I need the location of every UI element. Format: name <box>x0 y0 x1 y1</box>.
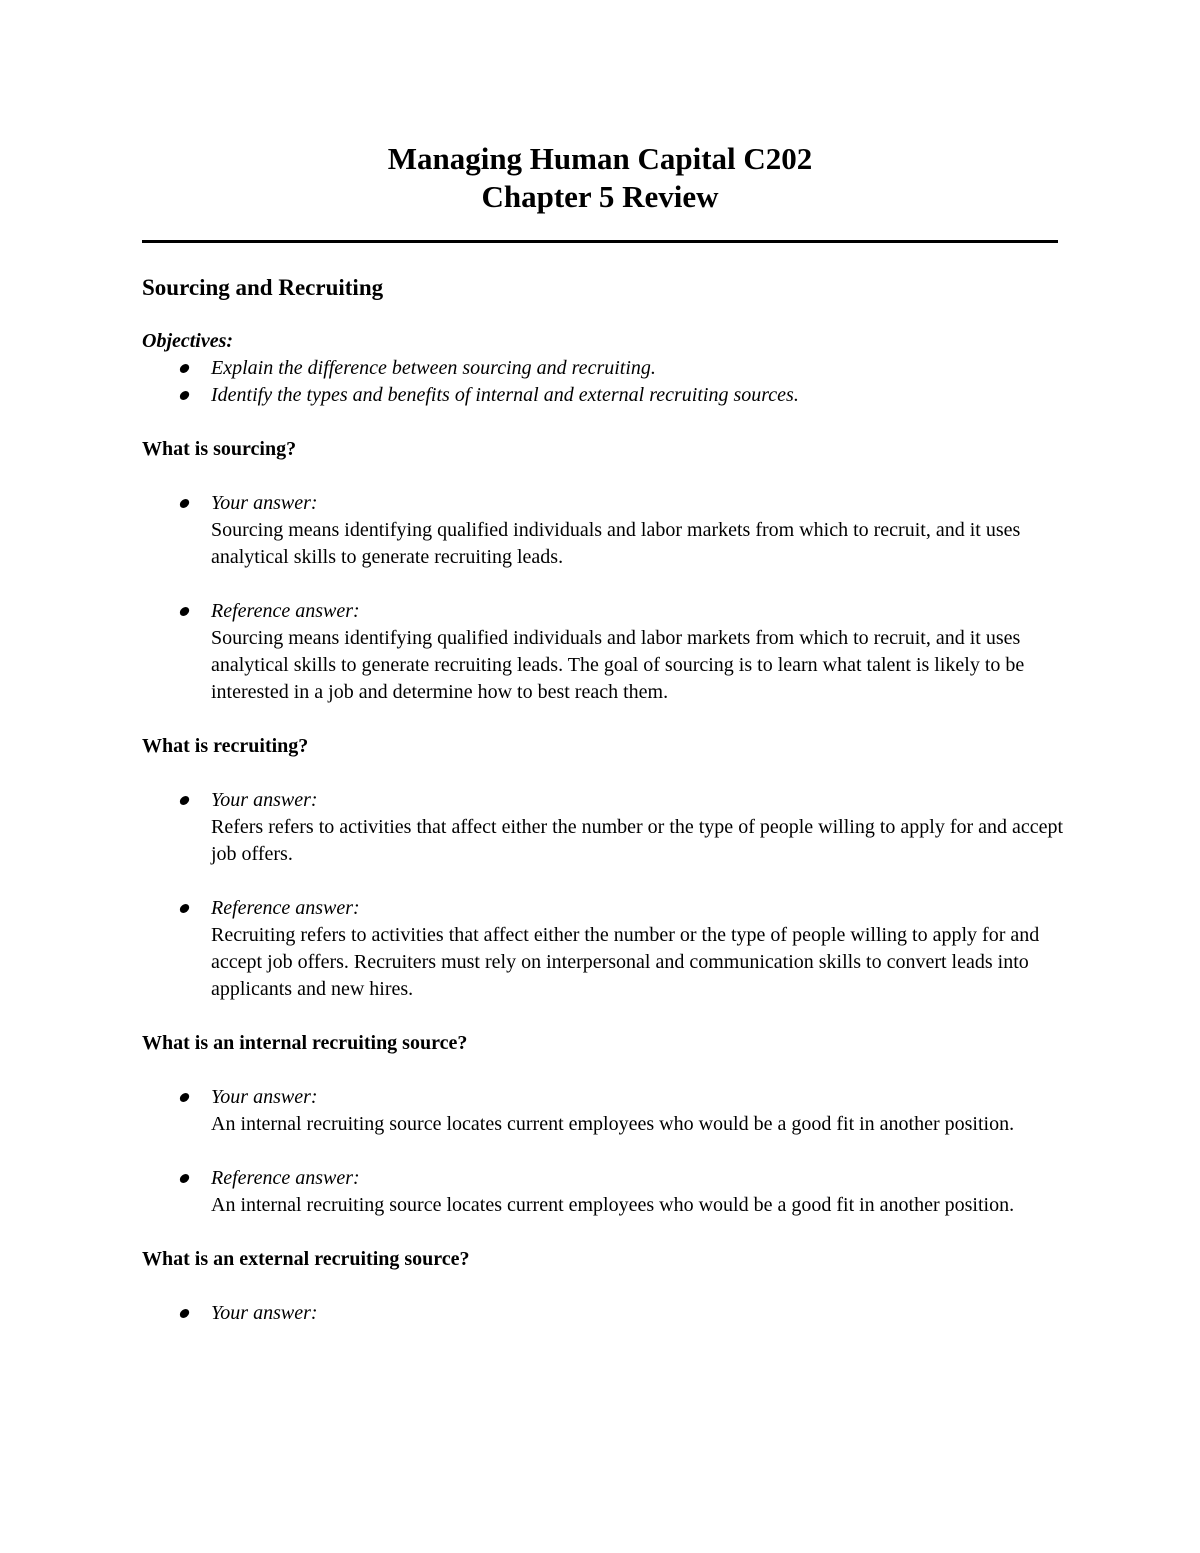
document-title <box>0 140 1200 216</box>
bullet-icon <box>179 607 190 616</box>
your-answer-label: Your answer: <box>211 492 318 514</box>
bullet-icon <box>179 499 190 508</box>
your-answer-text: Refers refers to activities that affect either the number or the type of people willing to apply for and accept job offers. <box>211 816 1064 865</box>
document-title-line-1: Managing Human Capital C202 <box>387 141 813 176</box>
reference-answer-item <box>142 895 1072 1003</box>
objectives-list <box>142 355 1072 409</box>
your-answer-item <box>142 490 1072 571</box>
question-heading: What is recruiting? <box>142 735 309 757</box>
reference-answer-label: Reference answer: <box>211 600 360 622</box>
question-heading: What is an internal recruiting source? <box>142 1032 468 1054</box>
bullet-icon <box>179 391 190 400</box>
objective-item <box>142 355 1072 382</box>
objective-text: Identify the types and benefits of internal and external recruiting sources. <box>211 384 799 406</box>
bullet-icon <box>179 1093 190 1102</box>
answer-list <box>142 787 1072 1003</box>
bullet-icon <box>179 796 190 805</box>
your-answer-text: Sourcing means identifying qualified individuals and labor markets from which to recruit, and it uses analytical skills to generate recruiting leads. <box>211 519 1021 568</box>
reference-answer-item <box>142 598 1072 706</box>
your-answer-label: Your answer: <box>211 1302 318 1324</box>
document-title-line-2: Chapter 5 Review <box>481 179 719 214</box>
your-answer-item <box>142 1084 1072 1138</box>
answer-list <box>142 1300 1072 1327</box>
your-answer-label: Your answer: <box>211 1086 318 1108</box>
question-heading: What is sourcing? <box>142 438 297 460</box>
reference-answer-label: Reference answer: <box>211 1167 360 1189</box>
reference-answer-text: An internal recruiting source locates current employees who would be a good fit in another position. <box>211 1194 1015 1216</box>
document-body <box>142 274 1072 1354</box>
objective-item <box>142 382 1072 409</box>
reference-answer-text: Sourcing means identifying qualified individuals and labor markets from which to recruit, and it uses analytical skills to generate recruiting leads. The goal of sourcing is to learn what talent is likely to be interested in a job and determine how to best reach them. <box>211 627 1025 703</box>
reference-answer-item <box>142 1165 1072 1219</box>
your-answer-item <box>142 787 1072 868</box>
bullet-icon <box>179 1174 190 1183</box>
section-heading: Sourcing and Recruiting <box>142 275 384 300</box>
your-answer-text: An internal recruiting source locates current employees who would be a good fit in another position. <box>211 1113 1015 1135</box>
objectives-label: Objectives: <box>142 330 234 352</box>
bullet-icon <box>179 364 190 373</box>
your-answer-item <box>142 1300 1072 1327</box>
bullet-icon <box>179 904 190 913</box>
answer-list <box>142 1084 1072 1219</box>
bullet-icon <box>179 1309 190 1318</box>
reference-answer-text: Recruiting refers to activities that affect either the number or the type of people willing to apply for and accept job offers. Recruiters must rely on interpersonal and communication skills to convert leads into applicants and new hires. <box>211 924 1040 1000</box>
question-heading: What is an external recruiting source? <box>142 1248 470 1270</box>
your-answer-label: Your answer: <box>211 789 318 811</box>
answer-list <box>142 490 1072 706</box>
reference-answer-label: Reference answer: <box>211 897 360 919</box>
title-divider <box>142 240 1058 243</box>
objective-text: Explain the difference between sourcing and recruiting. <box>211 357 656 379</box>
